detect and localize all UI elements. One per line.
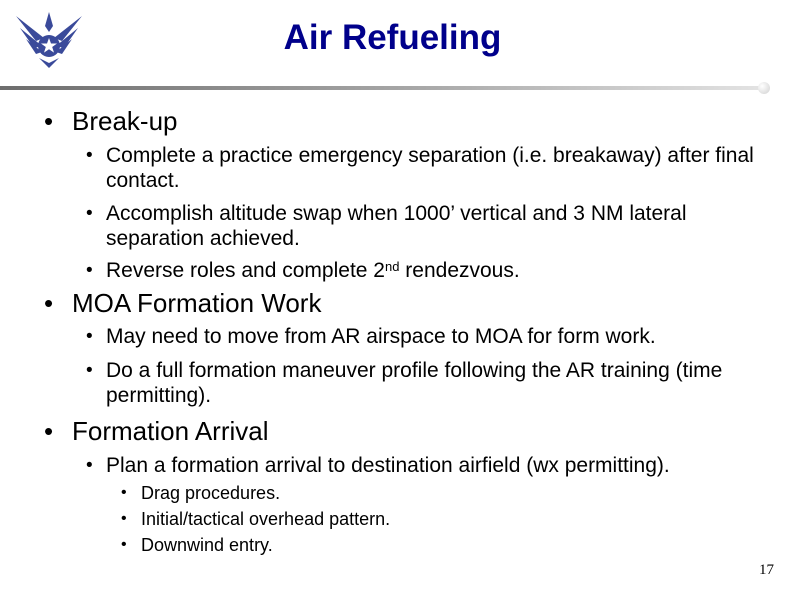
list-item — [86, 201, 774, 251]
section-heading-text: Formation Arrival — [72, 416, 269, 446]
list-item-text: Accomplish altitude swap when 1000’ vertical and 3 NM lateral separation achieved. — [106, 202, 687, 250]
bullet: • — [44, 416, 54, 446]
bullet: • — [86, 455, 93, 476]
sub-list-item — [121, 482, 741, 504]
bullet: • — [121, 510, 127, 527]
list-item-text: May need to move from AR airspace to MOA for form work. — [106, 325, 656, 348]
bullet: • — [121, 536, 127, 553]
list-item-text: rendezvous. — [399, 259, 520, 282]
bullet: • — [44, 288, 54, 318]
ordinal-superscript: nd — [384, 259, 400, 274]
bullet: • — [86, 260, 93, 281]
bullet: • — [86, 203, 93, 224]
list-item-text: Complete a practice emergency separation (i.e. breakaway) after final contact. — [106, 144, 754, 192]
list-item — [86, 358, 774, 408]
bullet: • — [44, 106, 54, 136]
list-item — [86, 324, 774, 349]
section-heading-formation-arrival — [44, 416, 772, 446]
section-heading-text: Break-up — [72, 106, 178, 136]
list-item — [86, 143, 774, 193]
slide-title: Air Refueling — [283, 18, 502, 57]
list-item — [86, 453, 774, 478]
bullet: • — [86, 145, 93, 166]
bullet: • — [86, 360, 93, 381]
title-divider-cap — [758, 82, 770, 94]
title-divider — [0, 86, 768, 90]
list-item — [86, 258, 774, 283]
section-heading-break-up — [44, 106, 772, 136]
sub-list-item-text: Downwind entry. — [141, 535, 273, 555]
sub-list-item — [121, 508, 741, 530]
section-heading-moa-formation-work — [44, 288, 772, 318]
list-item-text: Reverse roles and complete 2 — [106, 259, 385, 282]
list-item-text: Plan a formation arrival to destination airfield (wx permitting). — [106, 454, 670, 477]
page-number: 17 — [759, 562, 774, 578]
sub-list-item — [121, 534, 741, 556]
sub-list-item-text: Initial/tactical overhead pattern. — [141, 509, 391, 529]
sub-list-item-text: Drag procedures. — [141, 483, 281, 503]
section-heading-text: MOA Formation Work — [72, 288, 322, 318]
bullet: • — [86, 326, 93, 347]
list-item-text: Do a full formation maneuver profile following the AR training (time permitting). — [106, 359, 723, 407]
bullet: • — [121, 484, 127, 501]
